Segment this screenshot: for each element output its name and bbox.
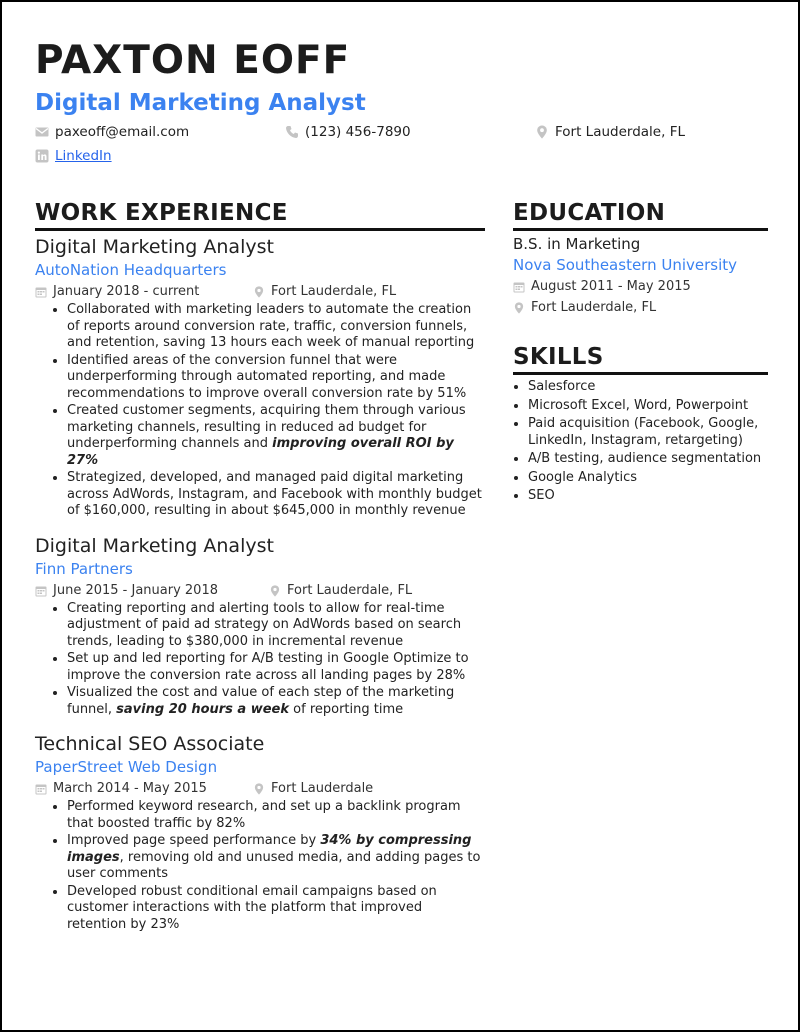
phone-text: (123) 456-7890 bbox=[305, 124, 411, 140]
location-pin-icon bbox=[253, 286, 265, 298]
list-item: • A/B testing, audience segmentation bbox=[528, 451, 768, 468]
resume-page bbox=[2, 2, 798, 1030]
list-item: • Strategized, developed, and managed paid digital marketing across AdWords, Instagram, and Facebook with monthly budget of $160,000, resulting in about $645,000 in monthly revenue bbox=[67, 470, 485, 520]
education-section bbox=[513, 200, 768, 318]
job-title: Digital Marketing Analyst bbox=[35, 236, 274, 258]
job-location-text: Fort Lauderdale, FL bbox=[287, 582, 413, 598]
calendar-icon bbox=[35, 783, 47, 795]
phone-icon bbox=[285, 125, 299, 139]
job-bullets bbox=[35, 601, 485, 719]
job-dates-text: January 2018 - current bbox=[53, 284, 200, 299]
skills-section bbox=[513, 344, 768, 505]
location-pin-icon bbox=[535, 125, 549, 139]
contact-email bbox=[35, 124, 189, 140]
list-item: • Collaborated with marketing leaders to automate the creation of reports around conversion rate, traffic, conversion funnels, and retention, saving 13 hours each week of manual reporting bbox=[67, 302, 485, 352]
list-item: • Created customer segments, acquiring them through various marketing channels, resulting in reduced ad budget for underperforming channels and improving overall ROI by 27% bbox=[67, 403, 485, 469]
highlight-text: 34% by compressing images bbox=[67, 833, 472, 865]
candidate-name: PAXTON EOFF bbox=[35, 38, 351, 83]
job-location-text: Fort Lauderdale bbox=[271, 781, 374, 796]
envelope-icon bbox=[35, 125, 49, 139]
list-item: • Identified areas of the conversion funnel that were underperforming through automated reporting, and made recommendations to improve overall conversion rate by 51% bbox=[67, 353, 485, 403]
education-dates-text: August 2011 - May 2015 bbox=[531, 279, 691, 294]
job-meta bbox=[35, 282, 485, 302]
job-location bbox=[269, 581, 412, 601]
contact-phone bbox=[285, 124, 411, 140]
job-title: Technical SEO Associate bbox=[35, 733, 265, 755]
job-dates-text: March 2014 - May 2015 bbox=[53, 781, 207, 796]
skills-list bbox=[513, 379, 768, 505]
work-experience-section bbox=[35, 200, 485, 934]
candidate-title: Digital Marketing Analyst bbox=[35, 90, 366, 116]
company-name: Finn Partners bbox=[35, 559, 133, 578]
calendar-icon bbox=[35, 286, 47, 298]
list-item: • Developed robust conditional email campaigns based on customer interactions with the platform that improved retention by 23% bbox=[67, 884, 485, 934]
work-experience-heading: WORK EXPERIENCE bbox=[35, 200, 485, 231]
job-entry bbox=[35, 732, 485, 933]
list-item: • Paid acquisition (Facebook, Google, LinkedIn, Instagram, retargeting) bbox=[528, 416, 768, 449]
sidebar-column bbox=[513, 200, 768, 507]
job-location bbox=[253, 282, 396, 302]
degree: B.S. in Marketing bbox=[513, 235, 641, 253]
education-heading: EDUCATION bbox=[513, 200, 768, 231]
job-title: Digital Marketing Analyst bbox=[35, 534, 274, 557]
education-location-text: Fort Lauderdale, FL bbox=[531, 300, 657, 315]
contact-location bbox=[535, 124, 685, 140]
list-item: • Google Analytics bbox=[528, 470, 768, 487]
list-item: • Performed keyword research, and set up a backlink program that boosted traffic by 82% bbox=[67, 799, 485, 832]
job-meta bbox=[35, 779, 485, 799]
company-name: AutoNation Headquarters bbox=[35, 261, 227, 279]
job-dates bbox=[35, 282, 253, 302]
job-bullets bbox=[35, 799, 485, 933]
school-name: Nova Southeastern University bbox=[513, 256, 738, 274]
list-item: • Set up and led reporting for A/B testing in Google Optimize to improve the conversion rate across all landing pages by 28% bbox=[67, 651, 485, 684]
education-location bbox=[513, 297, 768, 318]
calendar-icon bbox=[513, 281, 525, 293]
highlight-text: saving 20 hours a week bbox=[116, 701, 290, 717]
list-item: • Visualized the cost and value of each step of the marketing funnel, saving 20 hours a week of reporting time bbox=[67, 685, 485, 718]
job-dates-text: June 2015 - January 2018 bbox=[53, 582, 218, 598]
job-dates bbox=[35, 581, 269, 601]
linkedin-link[interactable]: LinkedIn bbox=[55, 148, 112, 164]
linkedin-icon bbox=[35, 149, 49, 163]
calendar-icon bbox=[35, 585, 47, 597]
highlight-text: improving overall ROI by 27% bbox=[67, 436, 454, 468]
location-pin-icon bbox=[253, 783, 265, 795]
job-location bbox=[253, 779, 373, 799]
list-item: • Creating reporting and alerting tools to allow for real-time adjustment of paid ad strategy on AdWords based on search trends, leading to $380,000 in incremental revenue bbox=[67, 601, 485, 651]
job-dates bbox=[35, 779, 253, 799]
job-entry bbox=[35, 534, 485, 719]
list-item: • Microsoft Excel, Word, Powerpoint bbox=[528, 398, 768, 415]
location-text: Fort Lauderdale, FL bbox=[555, 124, 685, 140]
list-item: • Improved page speed performance by 34% by compressing images, removing old and unused media, and adding pages to user comments bbox=[67, 833, 485, 883]
list-item: • SEO bbox=[528, 488, 768, 505]
list-item: • Salesforce bbox=[528, 379, 768, 396]
email-text: paxeoff@email.com bbox=[55, 124, 190, 140]
location-pin-icon bbox=[269, 585, 281, 597]
job-bullets bbox=[35, 302, 485, 520]
contact-linkedin bbox=[35, 148, 112, 164]
skills-heading: SKILLS bbox=[513, 344, 768, 375]
location-pin-icon bbox=[513, 302, 525, 314]
education-dates bbox=[513, 276, 768, 297]
company-name: PaperStreet Web Design bbox=[35, 758, 218, 776]
job-location-text: Fort Lauderdale, FL bbox=[271, 284, 397, 299]
job-entry bbox=[35, 235, 485, 520]
job-meta bbox=[35, 581, 485, 601]
